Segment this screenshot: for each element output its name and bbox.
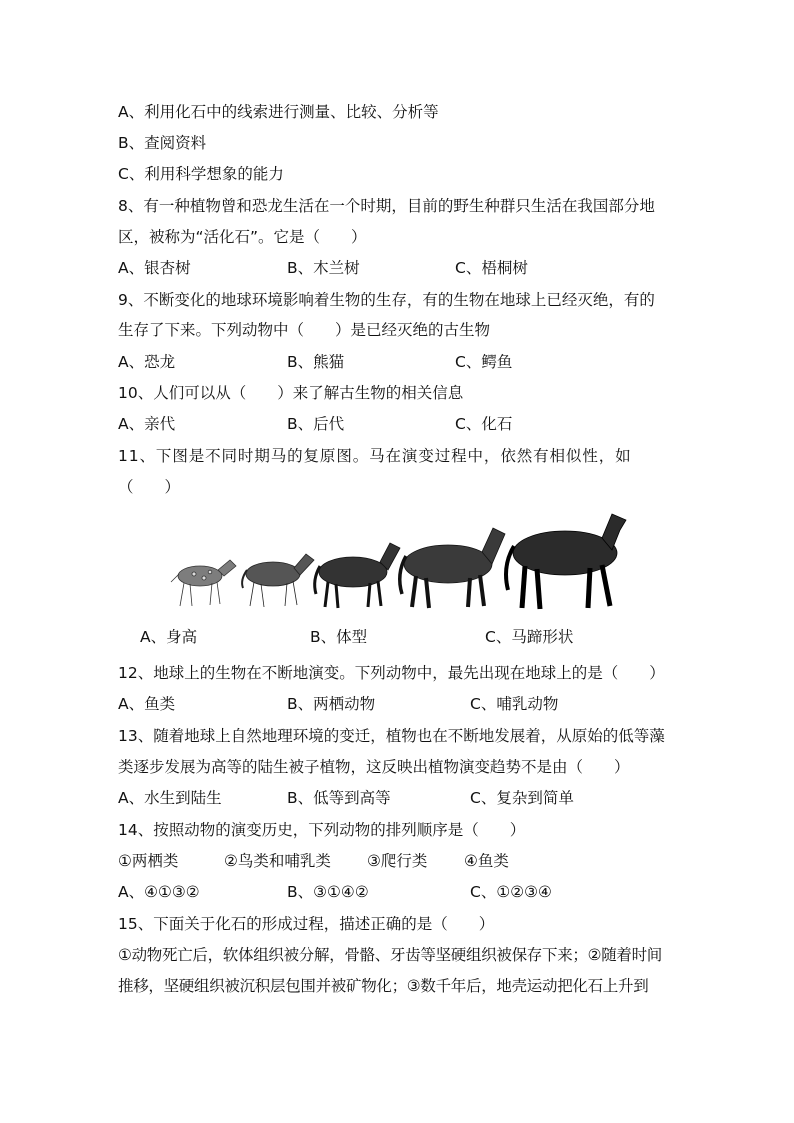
q14-item-4: ④鱼类 bbox=[464, 852, 509, 870]
horse-stage-2 bbox=[242, 554, 314, 607]
q14-item-3: ③爬行类 bbox=[367, 852, 428, 870]
q9-option-b: B、熊猫 bbox=[287, 353, 345, 371]
q8-stem-line1: 8、有一种植物曾和恐龙生活在一个时期，目前的野生种群只生活在我国部分地 bbox=[118, 197, 655, 215]
q10-option-a: A、亲代 bbox=[118, 415, 176, 433]
q11-option-c: C、马蹄形状 bbox=[485, 628, 574, 646]
q12-option-a: A、鱼类 bbox=[118, 695, 176, 713]
q9-stem-line2: 生存了下来。下列动物中（ ）是已经灭绝的古生物 bbox=[118, 321, 491, 339]
horse-stage-5 bbox=[506, 514, 626, 609]
q11-option-a: A、身高 bbox=[140, 628, 198, 646]
q15-text-line1: ①动物死亡后，软体组织被分解，骨骼、牙齿等坚硬组织被保存下来；②随着时间 bbox=[118, 946, 662, 964]
q14-option-b: B、③①④② bbox=[287, 883, 369, 901]
q11-stem-line1: 11、下图是不同时期马的复原图。马在演变过程中，依然有相似性，如 bbox=[118, 447, 632, 465]
q15-stem: 15、下面关于化石的形成过程，描述正确的是（ ） bbox=[118, 915, 495, 933]
q12-option-b: B、两栖动物 bbox=[287, 695, 376, 713]
q10-option-c: C、化石 bbox=[455, 415, 513, 433]
q11-stem-line2: （ ） bbox=[118, 478, 181, 496]
q12-option-c: C、哺乳动物 bbox=[470, 695, 559, 713]
q14-stem: 14、按照动物的演变历史，下列动物的排列顺序是（ ） bbox=[118, 821, 526, 839]
q13-option-a: A、水生到陆生 bbox=[118, 789, 222, 807]
q14-item-1: ①两栖类 bbox=[118, 852, 179, 870]
q14-item-2: ②鸟类和哺乳类 bbox=[224, 852, 331, 870]
q13-option-b: B、低等到高等 bbox=[287, 789, 391, 807]
q14-option-c: C、①②③④ bbox=[470, 883, 552, 901]
q8-option-c: C、梧桐树 bbox=[455, 259, 528, 277]
intro-option-a: A、利用化石中的线索进行测量、比较、分析等 bbox=[118, 103, 439, 121]
q11-option-b: B、体型 bbox=[310, 628, 368, 646]
horse-stage-4 bbox=[400, 528, 505, 608]
q13-stem-line1: 13、随着地球上自然地理环境的变迁，植物也在不断地发展着，从原始的低等藻 bbox=[118, 727, 665, 745]
q13-stem-line2: 类逐步发展为高等的陆生被子植物，这反映出植物演变趋势不是由（ ） bbox=[118, 758, 630, 776]
q8-stem-line2: 区，被称为“活化石”。它是（ ） bbox=[118, 228, 367, 246]
q9-stem-line1: 9、不断变化的地球环境影响着生物的生存，有的生物在地球上已经灭绝，有的 bbox=[118, 291, 655, 309]
q8-option-a: A、银杏树 bbox=[118, 259, 191, 277]
horse-evolution-figure bbox=[150, 508, 640, 618]
q14-option-a: A、④①③② bbox=[118, 883, 200, 901]
q9-option-a: A、恐龙 bbox=[118, 353, 176, 371]
q9-option-c: C、鳄鱼 bbox=[455, 353, 513, 371]
horse-stage-1 bbox=[171, 560, 236, 606]
intro-option-b: B、查阅资料 bbox=[118, 134, 207, 152]
intro-option-c: C、利用科学想象的能力 bbox=[118, 165, 284, 183]
horse-stage-3 bbox=[315, 543, 400, 608]
q8-option-b: B、木兰树 bbox=[287, 259, 360, 277]
q10-stem: 10、人们可以从（ ）来了解古生物的相关信息 bbox=[118, 384, 464, 402]
q12-stem: 12、地球上的生物在不断地演变。下列动物中，最先出现在地球上的是（ ） bbox=[118, 664, 665, 682]
q15-text-line2: 推移，坚硬组织被沉积层包围并被矿物化；③数千年后，地壳运动把化石上升到 bbox=[118, 977, 649, 995]
q13-option-c: C、复杂到简单 bbox=[470, 789, 574, 807]
q10-option-b: B、后代 bbox=[287, 415, 345, 433]
